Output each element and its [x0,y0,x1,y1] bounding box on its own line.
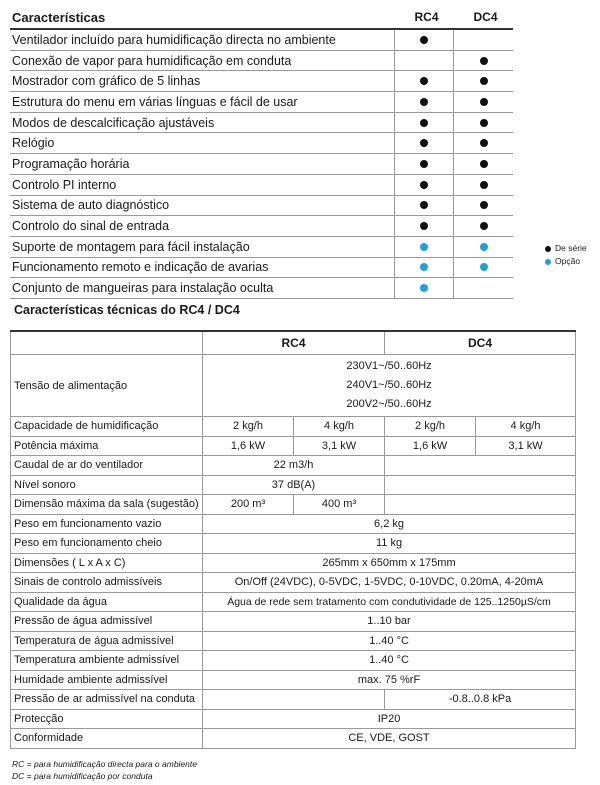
feature-row [10,258,513,279]
feature-label: Conjunto de mangueiras para instalação oculta [10,278,395,298]
capacity-row [11,417,576,437]
feature-rows [10,30,513,299]
feature-rc4-cell [395,133,454,153]
feature-rc4-cell [395,237,454,257]
feature-dc4-cell [454,216,513,236]
weight-empty-row [11,514,576,534]
feature-rc4-cell [395,30,454,50]
feature-row [10,278,513,299]
room-value: 200 m³ [203,495,294,515]
tech-header-dc4: DC4 [385,331,576,355]
standard-dot-icon [420,222,428,230]
feature-row [10,216,513,237]
water-pressure-label: Pressão de água admissível [11,612,203,632]
standard-dot-icon [420,119,428,127]
standard-dot-icon [420,36,428,44]
feature-rc4-cell [395,154,454,174]
feature-row [10,237,513,258]
standard-dot-icon [480,57,488,65]
voltage-label: Tensão de alimentação [11,355,203,417]
dimensions-label: Dimensões ( L x A x C) [11,553,203,573]
legend-option-label: Opção [555,256,581,266]
voltage-value: 230V1~/50..60Hz [346,360,432,372]
water-pressure-value: 1..10 bar [203,612,576,632]
feature-label: Funcionamento remoto e indicação de avarias [10,258,395,278]
standard-dot-icon [420,181,428,189]
standard-dot-icon [480,201,488,209]
tech-title: Características técnicas do RC4 / DC4 [14,303,240,317]
column-rc4: RC4 [414,10,439,24]
feature-dc4-cell [454,175,513,195]
feature-label: Controlo do sinal de entrada [10,216,395,236]
signals-label: Sinais de controlo admissíveis [11,573,203,593]
conformity-row [11,729,576,749]
footnote-dc: DC = para humidificação por conduta [12,771,153,781]
feature-dc4-cell [454,237,513,257]
duct-pressure-value: -0.8..0.8 kPa [385,690,576,710]
protection-label: Protecção [11,709,203,729]
room-value: 400 m³ [294,495,385,515]
water-pressure-row [11,612,576,632]
feature-row [10,196,513,217]
water-label: Qualidade da água [11,592,203,612]
feature-row [10,113,513,134]
standard-dot-icon [480,139,488,147]
voltage-values [203,355,576,417]
standard-dot-icon [480,98,488,106]
duct-pressure-row [11,690,576,710]
duct-pressure-empty [203,690,385,710]
feature-rc4-cell [395,113,454,133]
feature-rc4-cell [395,51,454,71]
noise-label: Nível sonoro [11,475,203,495]
ambient-temp-label: Temperatura ambiente admissível [11,651,203,671]
dimensions-value: 265mm x 650mm x 175mm [203,553,576,573]
features-table [10,6,513,299]
water-row [11,592,576,612]
standard-dot-icon [545,246,551,252]
ambient-temp-row [11,651,576,671]
weight-full-label: Peso em funcionamento cheio [11,534,203,554]
option-dot-icon [545,259,551,265]
feature-dc4-cell [454,30,513,50]
conformity-label: Conformidade [11,729,203,749]
feature-rc4-cell [395,258,454,278]
feature-row [10,71,513,92]
feature-dc4-cell [454,196,513,216]
feature-row [10,133,513,154]
capacity-value: 2 kg/h [203,417,294,437]
humidity-value: max. 75 %rF [203,670,576,690]
option-dot-icon [480,263,488,271]
features-title: Características [12,9,106,25]
airflow-label: Caudal de ar do ventilador [11,456,203,476]
tech-table [10,330,576,749]
feature-rc4-cell [395,175,454,195]
feature-label: Mostrador com gráfico de 5 linhas [10,71,395,91]
feature-label: Conexão de vapor para humidificação em conduta [10,51,395,71]
power-label: Potência máxima [11,436,203,456]
power-value: 1,6 kW [203,436,294,456]
feature-label: Controlo PI interno [10,175,395,195]
feature-row [10,175,513,196]
capacity-value: 2 kg/h [385,417,476,437]
feature-dc4-cell [454,133,513,153]
legend-option [545,255,587,268]
water-temp-label: Temperatura de água admissível [11,631,203,651]
legend-standard-label: De série [555,243,587,253]
dimensions-row [11,553,576,573]
feature-row [10,51,513,72]
weight-full-row [11,534,576,554]
feature-label: Sistema de auto diagnóstico [10,196,395,216]
feature-label: Estrutura do menu em várias línguas e fácil de usar [10,92,395,112]
room-row [11,495,576,515]
feature-rc4-cell [395,71,454,91]
feature-label: Suporte de montagem para fácil instalação [10,237,395,257]
standard-dot-icon [480,119,488,127]
standard-dot-icon [480,181,488,189]
legend-standard [545,242,587,255]
option-dot-icon [420,263,428,271]
conformity-value: CE, VDE, GOST [203,729,576,749]
feature-rc4-cell [395,92,454,112]
weight-full-value: 11 kg [203,534,576,554]
tech-header-rc4: RC4 [203,331,385,355]
feature-rc4-cell [395,216,454,236]
room-empty [385,495,576,515]
noise-row [11,475,576,495]
footnotes [12,758,197,782]
standard-dot-icon [420,160,428,168]
feature-dc4-cell [454,258,513,278]
airflow-value: 22 m3/h [203,456,385,476]
tech-header-empty [11,331,203,355]
feature-label: Relógio [10,133,395,153]
standard-dot-icon [420,139,428,147]
standard-dot-icon [480,77,488,85]
standard-dot-icon [420,98,428,106]
duct-pressure-label: Pressão de ar admissível na conduta [11,690,203,710]
airflow-row [11,456,576,476]
ambient-temp-value: 1..40 °C [203,651,576,671]
signals-row [11,573,576,593]
option-dot-icon [420,243,428,251]
humidity-label: Humidade ambiente admissível [11,670,203,690]
water-value: Água de rede sem tratamento com condutividade de 125..1250µS/cm [203,592,576,612]
standard-dot-icon [420,201,428,209]
feature-dc4-cell [454,154,513,174]
airflow-empty [385,456,576,476]
room-label: Dimensão máxima da sala (sugestão) [11,495,203,515]
column-dc4: DC4 [473,10,498,24]
standard-dot-icon [480,222,488,230]
water-temp-value: 1..40 °C [203,631,576,651]
feature-rc4-cell [395,278,454,298]
standard-dot-icon [480,160,488,168]
humidity-row [11,670,576,690]
capacity-label: Capacidade de humidificação [11,417,203,437]
capacity-value: 4 kg/h [476,417,576,437]
voltage-value: 240V1~/50..60Hz [346,379,432,391]
feature-label: Modos de descalcificação ajustáveis [10,113,395,133]
feature-dc4-cell [454,278,513,298]
feature-label: Programação horária [10,154,395,174]
features-header [10,6,513,30]
option-dot-icon [480,243,488,251]
noise-value: 37 dB(A) [203,475,385,495]
feature-row [10,30,513,51]
weight-empty-label: Peso em funcionamento vazio [11,514,203,534]
power-row [11,436,576,456]
power-value: 1,6 kW [385,436,476,456]
standard-dot-icon [420,77,428,85]
voltage-row [11,355,576,417]
feature-dc4-cell [454,92,513,112]
option-dot-icon [420,284,428,292]
feature-row [10,154,513,175]
feature-dc4-cell [454,71,513,91]
tech-header-row [11,331,576,355]
feature-rc4-cell [395,196,454,216]
protection-value: IP20 [203,709,576,729]
signals-value: On/Off (24VDC), 0-5VDC, 1-5VDC, 0-10VDC, 0.20mA, 4-20mA [203,573,576,593]
power-value: 3,1 kW [476,436,576,456]
water-temp-row [11,631,576,651]
feature-dc4-cell [454,51,513,71]
feature-row [10,92,513,113]
feature-label: Ventilador incluído para humidificação directa no ambiente [10,30,395,50]
capacity-value: 4 kg/h [294,417,385,437]
noise-empty [385,475,576,495]
footnote-rc: RC = para humidificação directa para o ambiente [12,759,197,769]
voltage-value: 200V2~/50..60Hz [346,398,432,410]
weight-empty-value: 6,2 kg [203,514,576,534]
feature-dc4-cell [454,113,513,133]
legend [545,242,587,268]
protection-row [11,709,576,729]
power-value: 3,1 kW [294,436,385,456]
